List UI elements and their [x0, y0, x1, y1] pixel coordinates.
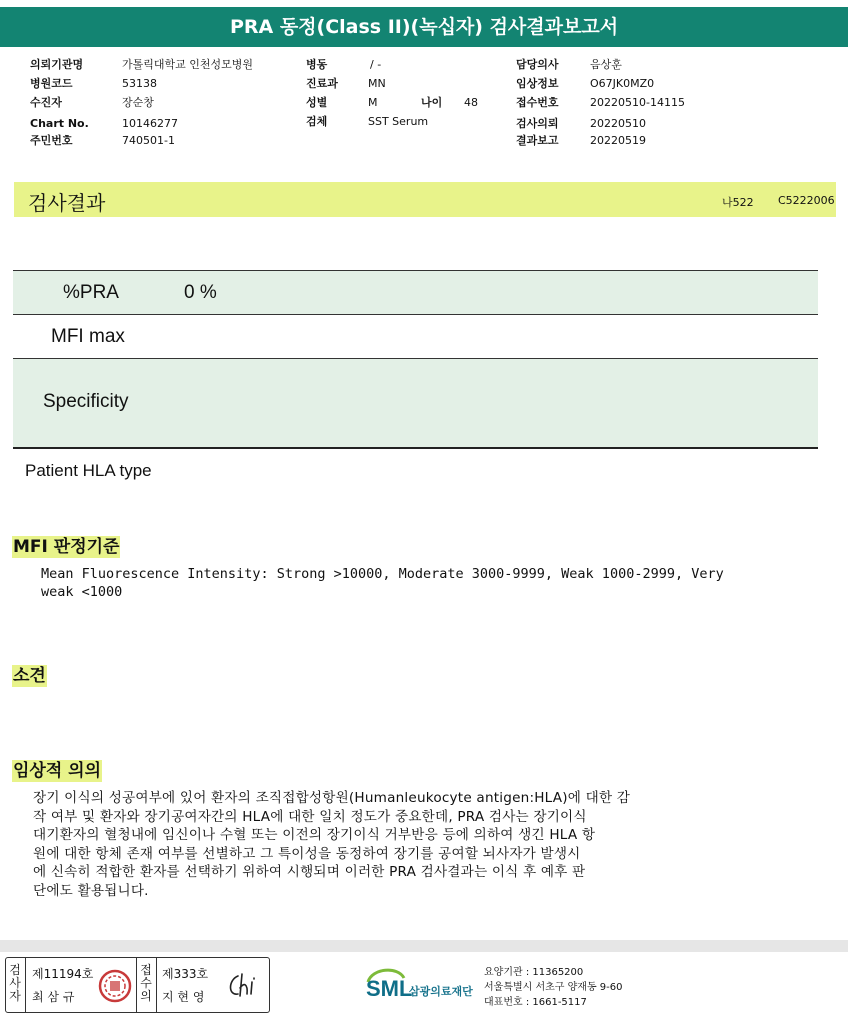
mfi-criteria-line-1: Mean Fluorescence Intensity: Strong >10000, Moderate 3000-9999, Weak 1000-2999, Very [41, 566, 724, 582]
label-hospital-code: 병원코드 [30, 77, 73, 90]
value-receipt-no: 20220510-14115 [590, 96, 685, 109]
value-patient: 장순창 [122, 96, 154, 109]
pra-value: 0 % [184, 282, 217, 303]
org-address: 서울특별시 서초구 양재동 9-60 [484, 982, 623, 993]
label-age: 나이 [421, 96, 443, 109]
signature-box [5, 957, 270, 1013]
mfi-max-label: MFI max [51, 326, 125, 347]
value-report-date: 20220519 [590, 134, 646, 147]
label-request-date: 검사의뢰 [516, 117, 559, 130]
clinical-line: 대기환자의 혈청내에 임신이나 수혈 또는 이전의 장기이식 거부반응 등에 의하여 생긴 HLA 항 [33, 827, 596, 844]
value-doctor: 음상훈 [590, 58, 622, 71]
test-code-secondary: C5222006 [778, 194, 835, 207]
specificity-label: Specificity [43, 391, 129, 412]
org-phone: 대표번호 : 1661-5117 [484, 997, 587, 1008]
report-title: PRA 동정(Class II)(녹십자) 검사결과보고서 [0, 7, 848, 47]
org-license: 요양기관 : 11365200 [484, 967, 584, 978]
label-doctor: 담당의사 [516, 58, 559, 71]
value-age: 48 [464, 96, 478, 109]
value-resident-no: 740501-1 [122, 134, 175, 147]
value-specimen: SST Serum [368, 115, 429, 128]
clinical-line: 단에도 활용됩니다. [33, 882, 149, 899]
label-department: 진료과 [306, 77, 338, 90]
tester-license-no: 제11194호 [32, 967, 94, 981]
value-institution: 가톨릭대학교 인천성모병원 [122, 58, 254, 71]
label-institution: 의뢰기관명 [30, 58, 84, 71]
approver-name: 지 현 영 [162, 990, 205, 1004]
label-receipt-no: 접수번호 [516, 96, 559, 109]
approver-label: 접 수 의 [140, 963, 152, 1003]
results-heading-bar [14, 182, 836, 217]
clinical-line: 장기 이식의 성공여부에 있어 환자의 조직접합성항원(Humanleukocyte antigen:HLA)에 대한 감 [33, 790, 631, 806]
value-clinical-info: O67JK0MZ0 [590, 77, 655, 90]
approver-license-no: 제333호 [162, 967, 209, 981]
specificity-row [13, 358, 818, 449]
pra-label: %PRA [63, 282, 119, 303]
label-specimen: 검체 [306, 115, 328, 128]
value-chart-no: 10146277 [122, 117, 178, 130]
opinion-heading: 소견 [13, 666, 46, 686]
pra-row [13, 270, 818, 315]
tester-label: 검 사 자 [9, 963, 21, 1003]
label-clinical-info: 임상정보 [516, 77, 559, 90]
label-ward: 병동 [306, 58, 328, 71]
clinical-line: 에 신속히 적합한 환자를 선택하기 위하여 시행되며 이러한 PRA 검사결과는 이식 후 예후 판 [33, 864, 586, 881]
mfi-criteria-heading: MFI 판정기준 [13, 537, 120, 557]
test-code: 나522 [722, 196, 754, 209]
value-request-date: 20220510 [590, 117, 646, 130]
tester-name: 최 삼 규 [32, 990, 75, 1004]
signature-icon [224, 970, 264, 1002]
value-hospital-code: 53138 [122, 77, 157, 90]
clinical-significance-heading: 임상적 의의 [13, 761, 102, 781]
label-sex: 성별 [306, 96, 328, 109]
mfi-criteria-line-2: weak <1000 [41, 584, 123, 600]
tester-seal-icon [98, 969, 132, 1003]
results-heading: 검사결과 [28, 191, 106, 215]
value-department: MN [368, 77, 386, 90]
value-sex: M [368, 96, 378, 109]
label-report-date: 결과보고 [516, 134, 559, 147]
clinical-line: 작 여부 및 환자와 장기공여자간의 HLA에 대한 일치 정도가 중요한데, PRA 검사는 장기이식 [33, 808, 587, 825]
label-patient: 수진자 [30, 96, 62, 109]
label-resident-no: 주민번호 [30, 134, 73, 147]
mfi-max-row [13, 314, 818, 359]
value-ward: / - [370, 58, 382, 71]
clinical-line: 원에 대한 항체 존재 여부를 선별하고 그 특이성을 동정하여 장기를 공여할 뇌사자가 발생시 [33, 845, 581, 862]
logo-text: SML [366, 976, 413, 1001]
footer-divider [0, 940, 848, 952]
label-chart-no: Chart No. [30, 117, 89, 130]
organization-name: 삼광의료재단 [409, 986, 473, 998]
clinical-significance-text [33, 789, 630, 901]
patient-hla-label: Patient HLA type [25, 461, 152, 480]
